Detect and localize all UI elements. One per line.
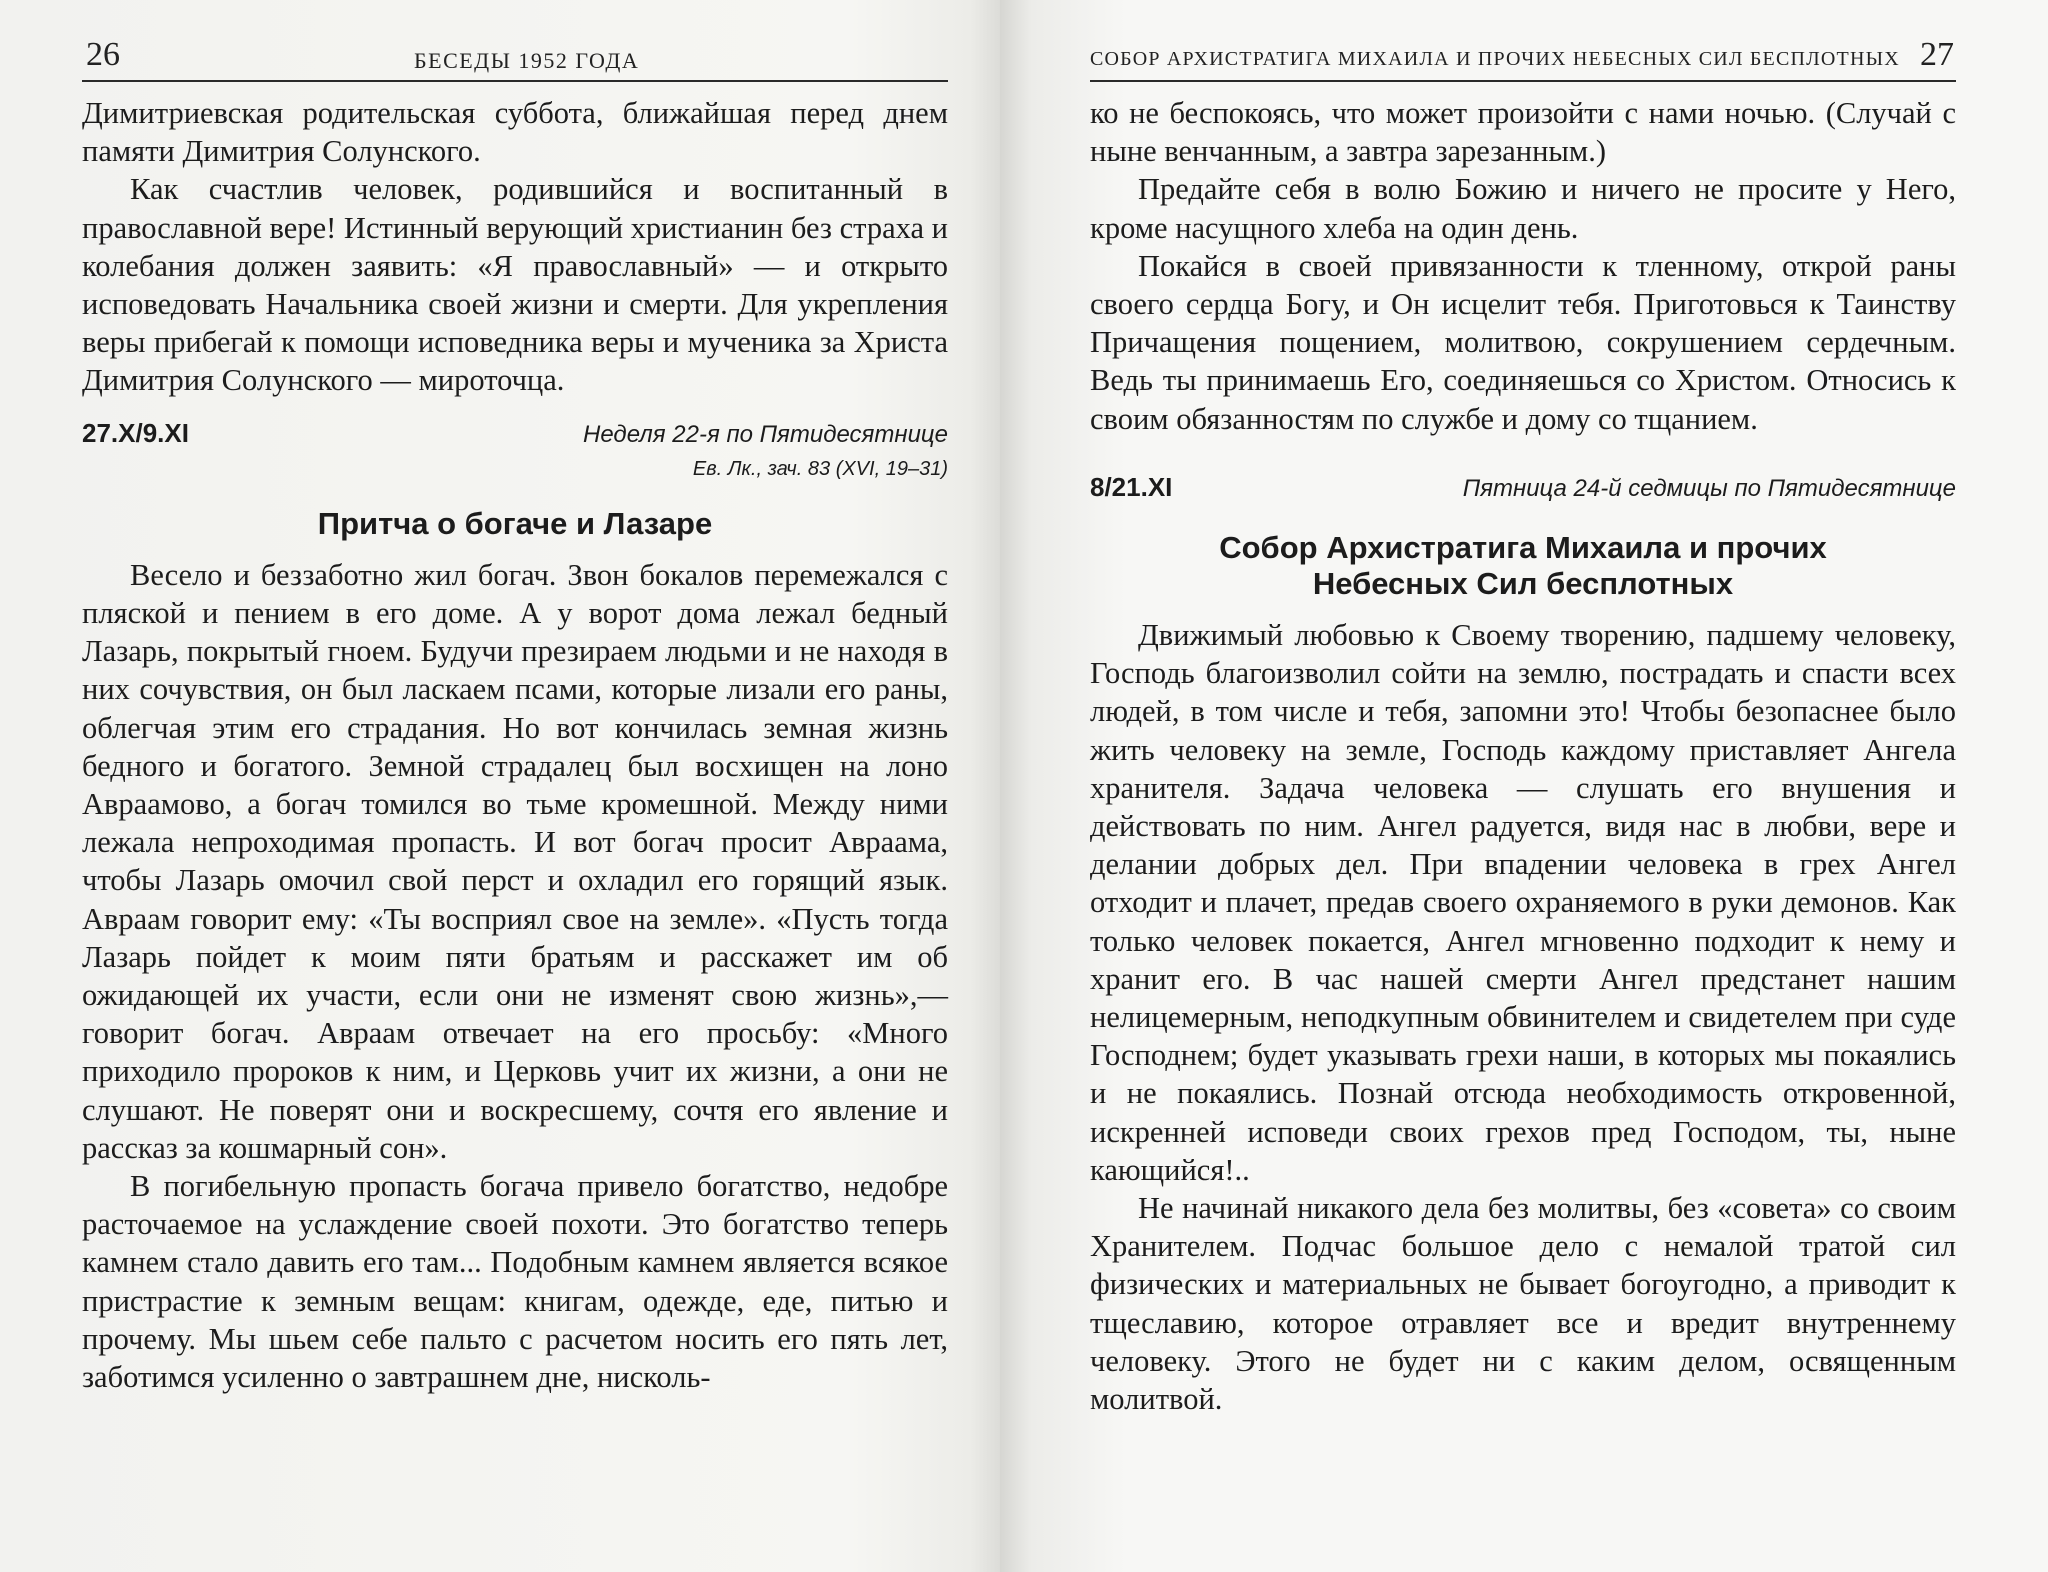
entry-occasion: Пятница 24-й седмицы по Пятидесятнице [1462, 474, 1956, 502]
entry-paragraph: В погибельную пропасть богача привело богатство, недобре расточаемое на услаждение своей похоти. Это богатство теперь камнем стало давить его там... Подобным камнем является всякое пристрастие к земным вещам: книгам, одежде, еде, питью и прочему. Мы шьем себе пальто с расчетом носить его пять лет, заботимся усиленно о завтрашнем дне, нисколь- [82, 1169, 948, 1395]
entry-occasion: Неделя 22-я по Пятидесятнице [583, 420, 948, 448]
entry-date: 27.X/9.XI [82, 417, 189, 448]
right-running-title: СОБОР АРХИСТРАТИГА МИХАИЛА И ПРОЧИХ НЕБЕСНЫХ СИЛ БЕСПЛОТНЫХ [1090, 48, 1900, 70]
left-entry-header [82, 414, 948, 454]
left-paragraph: Как счастлив человек, родившийся и воспитанный в православной вере! Истинный верующий христианин без страха и колебания должен заявить: «Я православный» — и открыто исповедовать Начальника своей жизни и смерти. Для укрепления веры прибегай к помощи исповедника веры и мученика за Христа Димитрия Солунского — мироточца. [82, 172, 948, 398]
right-entry-header [1090, 468, 1956, 508]
right-page-number: 27 [1920, 36, 1954, 73]
right-page-body [1090, 94, 1956, 1418]
section-title-text: Притча о богаче и Лазаре [317, 505, 713, 541]
right-running-head [1090, 36, 1956, 82]
entry-paragraph: Весело и беззаботно жил богач. Звон бокалов перемежался с пляской и пением в его доме. А у ворот дома лежал бедный Лазарь, покрытый гноем. Будучи презираем людьми и не находя в них сочувствия, он был ласкаем псами, которые лизали его раны, облегчая этим его страдания. Но вот кончилась земная жизнь бедного и богатого. Земной страдалец был восхищен на лоно Авраамово, а богач томился во тьме кромешной. Между ними лежала непроходимая пропасть. И вот богач просит Авраама, чтобы Лазарь омочил свой перст и охладил его горящий язык. Авраам говорит ему: «Ты восприял свое на земле». «Пусть тогда Лазарь пойдет к моим пяти братьям и расскажет им об ожидающей их участи, если они не изменят свою жизнь»,— говорит богач. Авраам отвечает на его просьбу: «Много приходило пророков к ним, и Церковь учит их жизни, а они не слушают. Не поверят они и воскресшему, сочтя его явление и рассказ за кошмарный сон». [82, 557, 948, 1165]
left-page-number: 26 [86, 36, 120, 73]
left-running-title: БЕСЕДЫ 1952 ГОДА [414, 48, 640, 73]
section-title [1090, 530, 1956, 602]
left-continued-paragraph: Димитриевская родительская суббота, ближайшая перед днем памяти Димитрия Солунского. [82, 96, 948, 169]
section-title-line-2: Небесных Сил бесплотных [1312, 566, 1734, 602]
right-page [1000, 0, 2048, 1572]
left-page-body [82, 94, 948, 1396]
left-page [0, 0, 1000, 1572]
right-paragraph: Покайся в своей привязанности к тленному, открой раны своего сердца Богу, и Он исцелит тебя. Приготовься к Таинству Причащения пощением, молитвою, сокрушением сердечным. Ведь ты принимаешь Его, соединяешься со Христом. Относись к своим обязанностям по службе и дому со тщанием. [1090, 248, 1956, 436]
entry-reading: Ев. Лк., зач. 83 (XVI, 19–31) [692, 457, 948, 480]
entry-date: 8/21.XI [1090, 471, 1173, 502]
entry-paragraph: Движимый любовью к Своему творению, падшему человеку, Господь благоизволил сойти на землю, пострадать и спасти всех людей, в том числе и тебя, запомни это! Чтобы безопаснее было жить человеку на земле, Господь каждому приставляет Ангела хранителя. Задача человека — слушать его внушения и действовать по ним. Ангел радуется, видя нас в любви, вере и делании добрых дел. При впадении человека в грех Ангел отходит и плачет, предав своего охраняемого в руки демонов. Как только человек покается, Ангел мгновенно подходит к нему и хранит его. В час нашей смерти Ангел предстанет нашим нелицемерным, неподкупным обвинителем и свидетелем при суде Господнем; будет указывать грехи наши, в которых мы покаялись и не покаялись. Познай отсюда необходимость откровенной, искренней исповеди своих грехов пред Господом, ты, ныне кающийся!.. [1090, 618, 1956, 1187]
spacer [1090, 438, 1956, 454]
section-title-line-1: Собор Архистратига Михаила и прочих [1219, 530, 1827, 566]
left-running-head [82, 36, 948, 82]
section-title [82, 506, 948, 542]
right-paragraph: Предайте себя в волю Божию и ничего не просите у Него, кроме насущного хлеба на один день. [1090, 172, 1956, 245]
right-continued-paragraph: ко не беспокоясь, что может произойти с нами ночью. (Случай с ныне венчанным, а завтра зарезанным.) [1090, 96, 1956, 169]
entry-paragraph: Не начинай никакого дела без молитвы, без «совета» со своим Хранителем. Подчас большое дело с немалой тратой сил физических и материальных не бывает богоугодно, а приводит к тщеславию, которое отравляет все и вредит внутреннему человеку. Этого не будет ни с каким делом, освященным молитвой. [1090, 1191, 1956, 1417]
